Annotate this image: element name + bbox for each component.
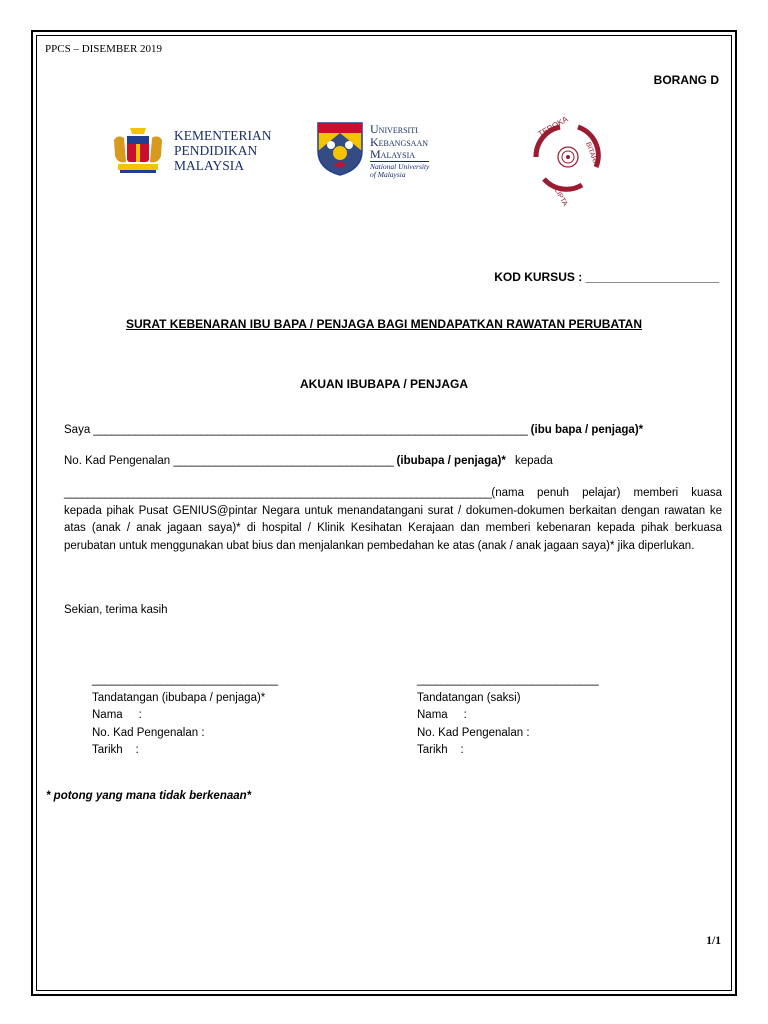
- kpm-logo: [108, 122, 272, 178]
- consent-text: (nama penuh pelajar) memberi kuasa kepada pihak Pusat GENIUS@pintar Negara untuk menandatangani surat / dokumen-dokumen berkaitan dengan rawatan ke atas (anak / anak jagaan saya)* di hospital / Klinik Kesihatan Kerajaan dan memberi kebenaran kepada pihak berkuasa perubatan untuk menggunakan ubat bius dan menjalankan pembedahan ke atas (anak / anak jagaan saya)* jika diperlukan.: [64, 487, 722, 552]
- signature-line: ______________________________: [92, 674, 278, 686]
- consent-paragraph: [64, 485, 722, 555]
- parent-role-label: (ibu bapa / penjaga)*: [530, 424, 644, 436]
- signature-name: Nama :: [92, 709, 142, 721]
- ukm-logo: [314, 121, 454, 181]
- ukm-english: [370, 161, 429, 179]
- kpm-text: [174, 128, 272, 173]
- kpm-line: KEMENTERIAN: [174, 128, 272, 143]
- ukm-line: Malaysia: [370, 147, 416, 161]
- ukm-line: Kebangsaan: [370, 134, 429, 149]
- teroka-word: TEROKA: [536, 114, 570, 139]
- ukm-line: Universiti: [370, 122, 418, 136]
- parent-ic-line: [64, 455, 553, 467]
- document-subtitle: AKUAN IBUBAPA / PENJAGA: [299, 377, 468, 391]
- teroka-logo: [526, 114, 610, 208]
- signature-title: Tandatangan (ibubapa / penjaga)*: [92, 691, 266, 704]
- teroka-word: CIPTA: [552, 186, 569, 208]
- ukm-line: National University: [370, 162, 430, 171]
- course-code: KOD KURSUS : ____________________: [494, 270, 719, 284]
- signature-name: Nama :: [417, 709, 467, 721]
- parent-name-blank: _________________________________________________________________________: [93, 424, 528, 436]
- saya-label: Saya: [64, 424, 91, 436]
- parent-signature-block: [92, 672, 278, 760]
- footnote: * potong yang mana tidak berkenaan*: [46, 790, 252, 802]
- teroka-emblem-icon: [526, 114, 610, 208]
- document-code: PPCS – DISEMBER 2019: [45, 43, 163, 55]
- signature-ic: No. Kad Pengenalan :: [92, 726, 205, 739]
- kpm-line: MALAYSIA: [174, 158, 245, 173]
- closing-text: Sekian, terima kasih: [64, 604, 168, 616]
- ukm-line: of Malaysia: [370, 170, 406, 179]
- ukm-crest-icon: [314, 121, 366, 177]
- teroka-word: BITARA: [584, 141, 600, 167]
- ic-blank: _____________________________________: [173, 455, 394, 467]
- ic-role-label: (ibubapa / penjaga)*: [396, 455, 506, 467]
- document-title: SURAT KEBENARAN IBU BAPA / PENJAGA BAGI MENDAPATKAN RAWATAN PERUBATAN: [126, 317, 642, 331]
- kepada-label: kepada: [515, 455, 553, 467]
- ukm-text: [370, 123, 428, 161]
- signature-line: ______________________________: [417, 674, 599, 686]
- ic-label: No. Kad Pengenalan: [64, 455, 171, 467]
- form-label: BORANG D: [653, 73, 719, 87]
- parent-name-line: [64, 424, 643, 436]
- signature-date: Tarikh :: [92, 744, 139, 756]
- student-name-blank: __________________________________________________________________________: [64, 487, 492, 499]
- signature-ic: No. Kad Pengenalan :: [417, 726, 530, 739]
- kpm-line: PENDIDIKAN: [174, 143, 258, 158]
- page-number: 1/1: [706, 935, 721, 947]
- coat-of-arms-icon: [108, 122, 168, 178]
- signature-date: Tarikh :: [417, 744, 464, 756]
- signature-title: Tandatangan (saksi): [417, 691, 521, 704]
- witness-signature-block: [417, 672, 598, 760]
